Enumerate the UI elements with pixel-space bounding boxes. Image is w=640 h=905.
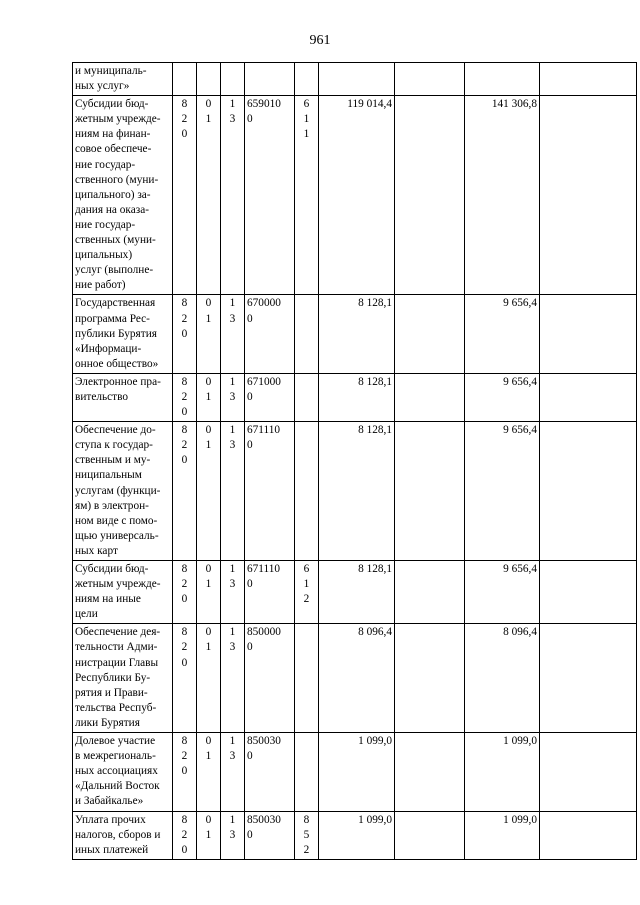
row-target-code: 671110 0 (245, 561, 295, 624)
row-expense-type (295, 295, 319, 373)
table-row (73, 63, 637, 96)
row-admin-code: 8 2 0 (173, 295, 197, 373)
row-amount-1: 119 014,4 (319, 96, 395, 295)
row-amount-1: 8 128,1 (319, 422, 395, 561)
row-amount-2: 9 656,4 (465, 561, 540, 624)
row-section: 0 1 (197, 295, 221, 373)
row-amount-2: 1 099,0 (465, 812, 540, 860)
row-amount-2: 9 656,4 (465, 422, 540, 561)
row-expense-type (295, 63, 319, 96)
row-expense-type (295, 733, 319, 812)
row-expense-type (295, 624, 319, 733)
empty-cell (540, 624, 637, 733)
row-subsection: 1 3 (221, 733, 245, 812)
row-admin-code: 8 2 0 (173, 733, 197, 812)
row-name: Субсидии бюд- жетным учрежде- ниям на финан- совое обеспече- ние государ- ственного (муни- ципального) за- дания на оказа- ние государ- ственных (муни- ципальных) услуг (выполне- ние работ) (73, 96, 173, 295)
empty-cell (395, 733, 465, 812)
row-subsection: 1 3 (221, 373, 245, 421)
empty-cell (540, 561, 637, 624)
row-admin-code: 8 2 0 (173, 812, 197, 860)
row-target-code: 671110 0 (245, 422, 295, 561)
row-expense-type: 6 1 1 (295, 96, 319, 295)
row-amount-1: 8 096,4 (319, 624, 395, 733)
empty-cell (395, 561, 465, 624)
row-subsection: 1 3 (221, 624, 245, 733)
table-row (73, 373, 637, 421)
row-subsection (221, 63, 245, 96)
row-amount-1: 8 128,1 (319, 295, 395, 373)
row-section: 0 1 (197, 561, 221, 624)
row-amount-2: 141 306,8 (465, 96, 540, 295)
empty-cell (540, 733, 637, 812)
empty-cell (540, 295, 637, 373)
empty-cell (540, 96, 637, 295)
table-row (73, 624, 637, 733)
row-expense-type (295, 373, 319, 421)
row-expense-type: 8 5 2 (295, 812, 319, 860)
table-row (73, 561, 637, 624)
empty-cell (540, 63, 637, 96)
row-section: 0 1 (197, 96, 221, 295)
row-section (197, 63, 221, 96)
row-section: 0 1 (197, 733, 221, 812)
row-section: 0 1 (197, 812, 221, 860)
empty-cell (395, 422, 465, 561)
budget-table (72, 62, 637, 860)
empty-cell (395, 812, 465, 860)
empty-cell (540, 812, 637, 860)
table-row (73, 422, 637, 561)
row-name: Государственная программа Рес- публики Бурятия «Информаци- онное общество» (73, 295, 173, 373)
row-amount-2: 9 656,4 (465, 373, 540, 421)
row-admin-code: 8 2 0 (173, 561, 197, 624)
row-target-code (245, 63, 295, 96)
table-body (73, 63, 637, 860)
row-subsection: 1 3 (221, 561, 245, 624)
row-admin-code: 8 2 0 (173, 373, 197, 421)
empty-cell (395, 63, 465, 96)
row-subsection: 1 3 (221, 295, 245, 373)
row-amount-1 (319, 63, 395, 96)
row-subsection: 1 3 (221, 422, 245, 561)
row-name: и муниципаль- ных услуг» (73, 63, 173, 96)
empty-cell (395, 624, 465, 733)
empty-cell (540, 422, 637, 561)
row-amount-2: 1 099,0 (465, 733, 540, 812)
empty-cell (395, 295, 465, 373)
row-target-code: 850030 0 (245, 733, 295, 812)
row-name: Обеспечение дея- тельности Адми- нистрации Главы Республики Бу- рятия и Прави- тельства Респуб- лики Бурятия (73, 624, 173, 733)
row-amount-2: 9 656,4 (465, 295, 540, 373)
row-target-code: 850000 0 (245, 624, 295, 733)
row-admin-code: 8 2 0 (173, 422, 197, 561)
row-amount-2: 8 096,4 (465, 624, 540, 733)
row-admin-code: 8 2 0 (173, 624, 197, 733)
row-name: Обеспечение до- ступа к государ- ственным и му- ниципальным услугам (функци- ям) в электрон- ном виде с помо- щью универсаль- ных карт (73, 422, 173, 561)
row-target-code: 659010 0 (245, 96, 295, 295)
row-target-code: 671000 0 (245, 373, 295, 421)
empty-cell (395, 373, 465, 421)
row-name: Субсидии бюд- жетным учрежде- ниям на иные цели (73, 561, 173, 624)
table-row (73, 295, 637, 373)
row-amount-2 (465, 63, 540, 96)
row-admin-code: 8 2 0 (173, 96, 197, 295)
row-expense-type: 6 1 2 (295, 561, 319, 624)
row-amount-1: 8 128,1 (319, 561, 395, 624)
row-section: 0 1 (197, 624, 221, 733)
empty-cell (395, 96, 465, 295)
page-number: 961 (309, 33, 331, 48)
row-subsection: 1 3 (221, 96, 245, 295)
table-row (73, 812, 637, 860)
row-amount-1: 1 099,0 (319, 812, 395, 860)
row-section: 0 1 (197, 373, 221, 421)
row-admin-code (173, 63, 197, 96)
row-name: Электронное пра- вительство (73, 373, 173, 421)
table-row (73, 96, 637, 295)
row-amount-1: 8 128,1 (319, 373, 395, 421)
row-amount-1: 1 099,0 (319, 733, 395, 812)
row-target-code: 850030 0 (245, 812, 295, 860)
row-subsection: 1 3 (221, 812, 245, 860)
row-target-code: 670000 0 (245, 295, 295, 373)
row-expense-type (295, 422, 319, 561)
empty-cell (540, 373, 637, 421)
row-name: Долевое участие в межрегиональ- ных ассоциациях «Дальний Восток и Забайкалье» (73, 733, 173, 812)
row-name: Уплата прочих налогов, сборов и иных платежей (73, 812, 173, 860)
table-row (73, 733, 637, 812)
row-section: 0 1 (197, 422, 221, 561)
